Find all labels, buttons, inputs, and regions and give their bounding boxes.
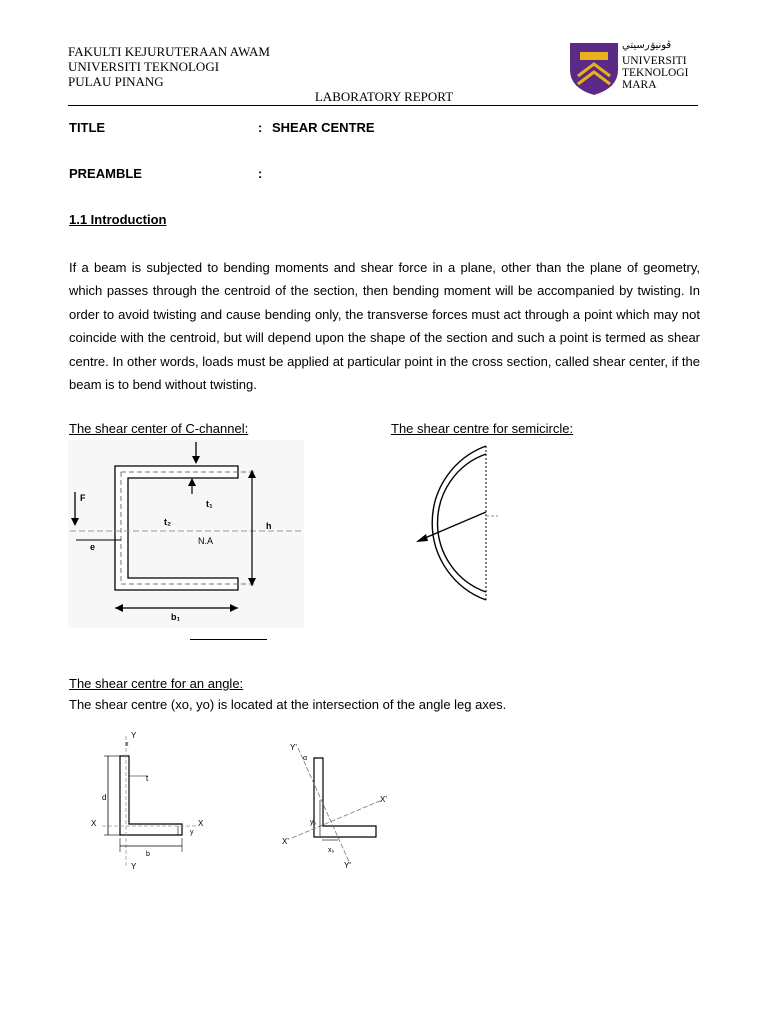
a1-x-right: X <box>198 819 204 828</box>
label-f: F <box>80 493 86 503</box>
title-colon: : <box>258 120 263 135</box>
campus-name: PULAU PINANG <box>68 74 164 89</box>
intro-heading: 1.1 Introduction <box>69 212 167 227</box>
report-type-text: LABORATORY REPORT <box>314 89 454 104</box>
a2-alpha: α <box>303 755 308 762</box>
semicircle-caption: The shear centre for semicircle: <box>391 421 574 436</box>
angle-diagram-2 <box>278 740 408 875</box>
angle-caption: The shear centre for an angle: <box>69 676 244 691</box>
a1-y-small: y <box>190 829 194 836</box>
logo-line-3: MARA <box>622 79 657 91</box>
a2-y-prime-bottom: Y' <box>344 861 351 870</box>
label-h: h <box>266 521 272 531</box>
a2-x0: x₀ <box>328 847 335 854</box>
logo-line-1: UNIVERSITI <box>622 55 687 67</box>
logo-jawi-script: ڤونيۏرسيتي <box>622 40 672 51</box>
a1-y-bottom: Y <box>131 862 137 871</box>
label-na: N.A <box>198 536 214 546</box>
semicircle-diagram <box>386 440 506 610</box>
c-channel-diagram <box>68 440 308 630</box>
title-value: SHEAR CENTRE <box>272 120 375 135</box>
preamble-colon: : <box>258 166 263 181</box>
label-b1: b₁ <box>171 612 181 622</box>
channel-rule <box>190 639 267 640</box>
intro-paragraph: If a beam is subjected to bending moments and shear force in a plane, other than the plane of geometry, which passes through the centroid of the section, then bending moment will be accompanied by twisting. In order to avoid twisting and cause bending only, the transverse forces must act through a point which may not coincide with the centroid, but will depend upon the shape of the section and such a point is termed as shear centre. In other words, loads must be applied at particular point in the cross section, called shear center, if the beam is to bend without twisting. <box>69 260 700 393</box>
a1-y-top: Y <box>131 731 137 740</box>
a1-x-small: x <box>125 741 129 748</box>
header-divider <box>68 105 698 106</box>
channel-caption: The shear center of C-channel: <box>69 421 249 436</box>
a2-y-prime-top: Y' <box>290 743 297 752</box>
logo-wordmark <box>622 55 688 91</box>
label-t2: t₂ <box>164 517 171 527</box>
a1-x-left: X <box>91 819 97 828</box>
preamble-label: PREAMBLE <box>69 166 142 181</box>
a1-d: d <box>102 793 107 802</box>
a2-x-prime-left: X' <box>282 837 289 846</box>
logo-line-2: TEKNOLOGI <box>622 67 689 79</box>
label-e: e <box>90 542 96 552</box>
a2-y0: y₀ <box>310 819 317 826</box>
institution-header <box>68 44 270 89</box>
title-label: TITLE <box>69 120 106 135</box>
label-t1: t₁ <box>206 499 213 509</box>
a1-b: b <box>146 851 150 858</box>
university-name: UNIVERSITI TEKNOLOGI <box>68 59 220 74</box>
a1-t: t <box>146 774 149 783</box>
angle-diagram-1 <box>88 728 218 874</box>
a2-x-prime-right: X' <box>380 795 387 804</box>
angle-description: The shear centre (xo, yo) is located at the intersection of the angle leg axes. <box>69 697 507 712</box>
faculty-name: FAKULTI KEJURUTERAAN AWAM <box>68 44 270 59</box>
